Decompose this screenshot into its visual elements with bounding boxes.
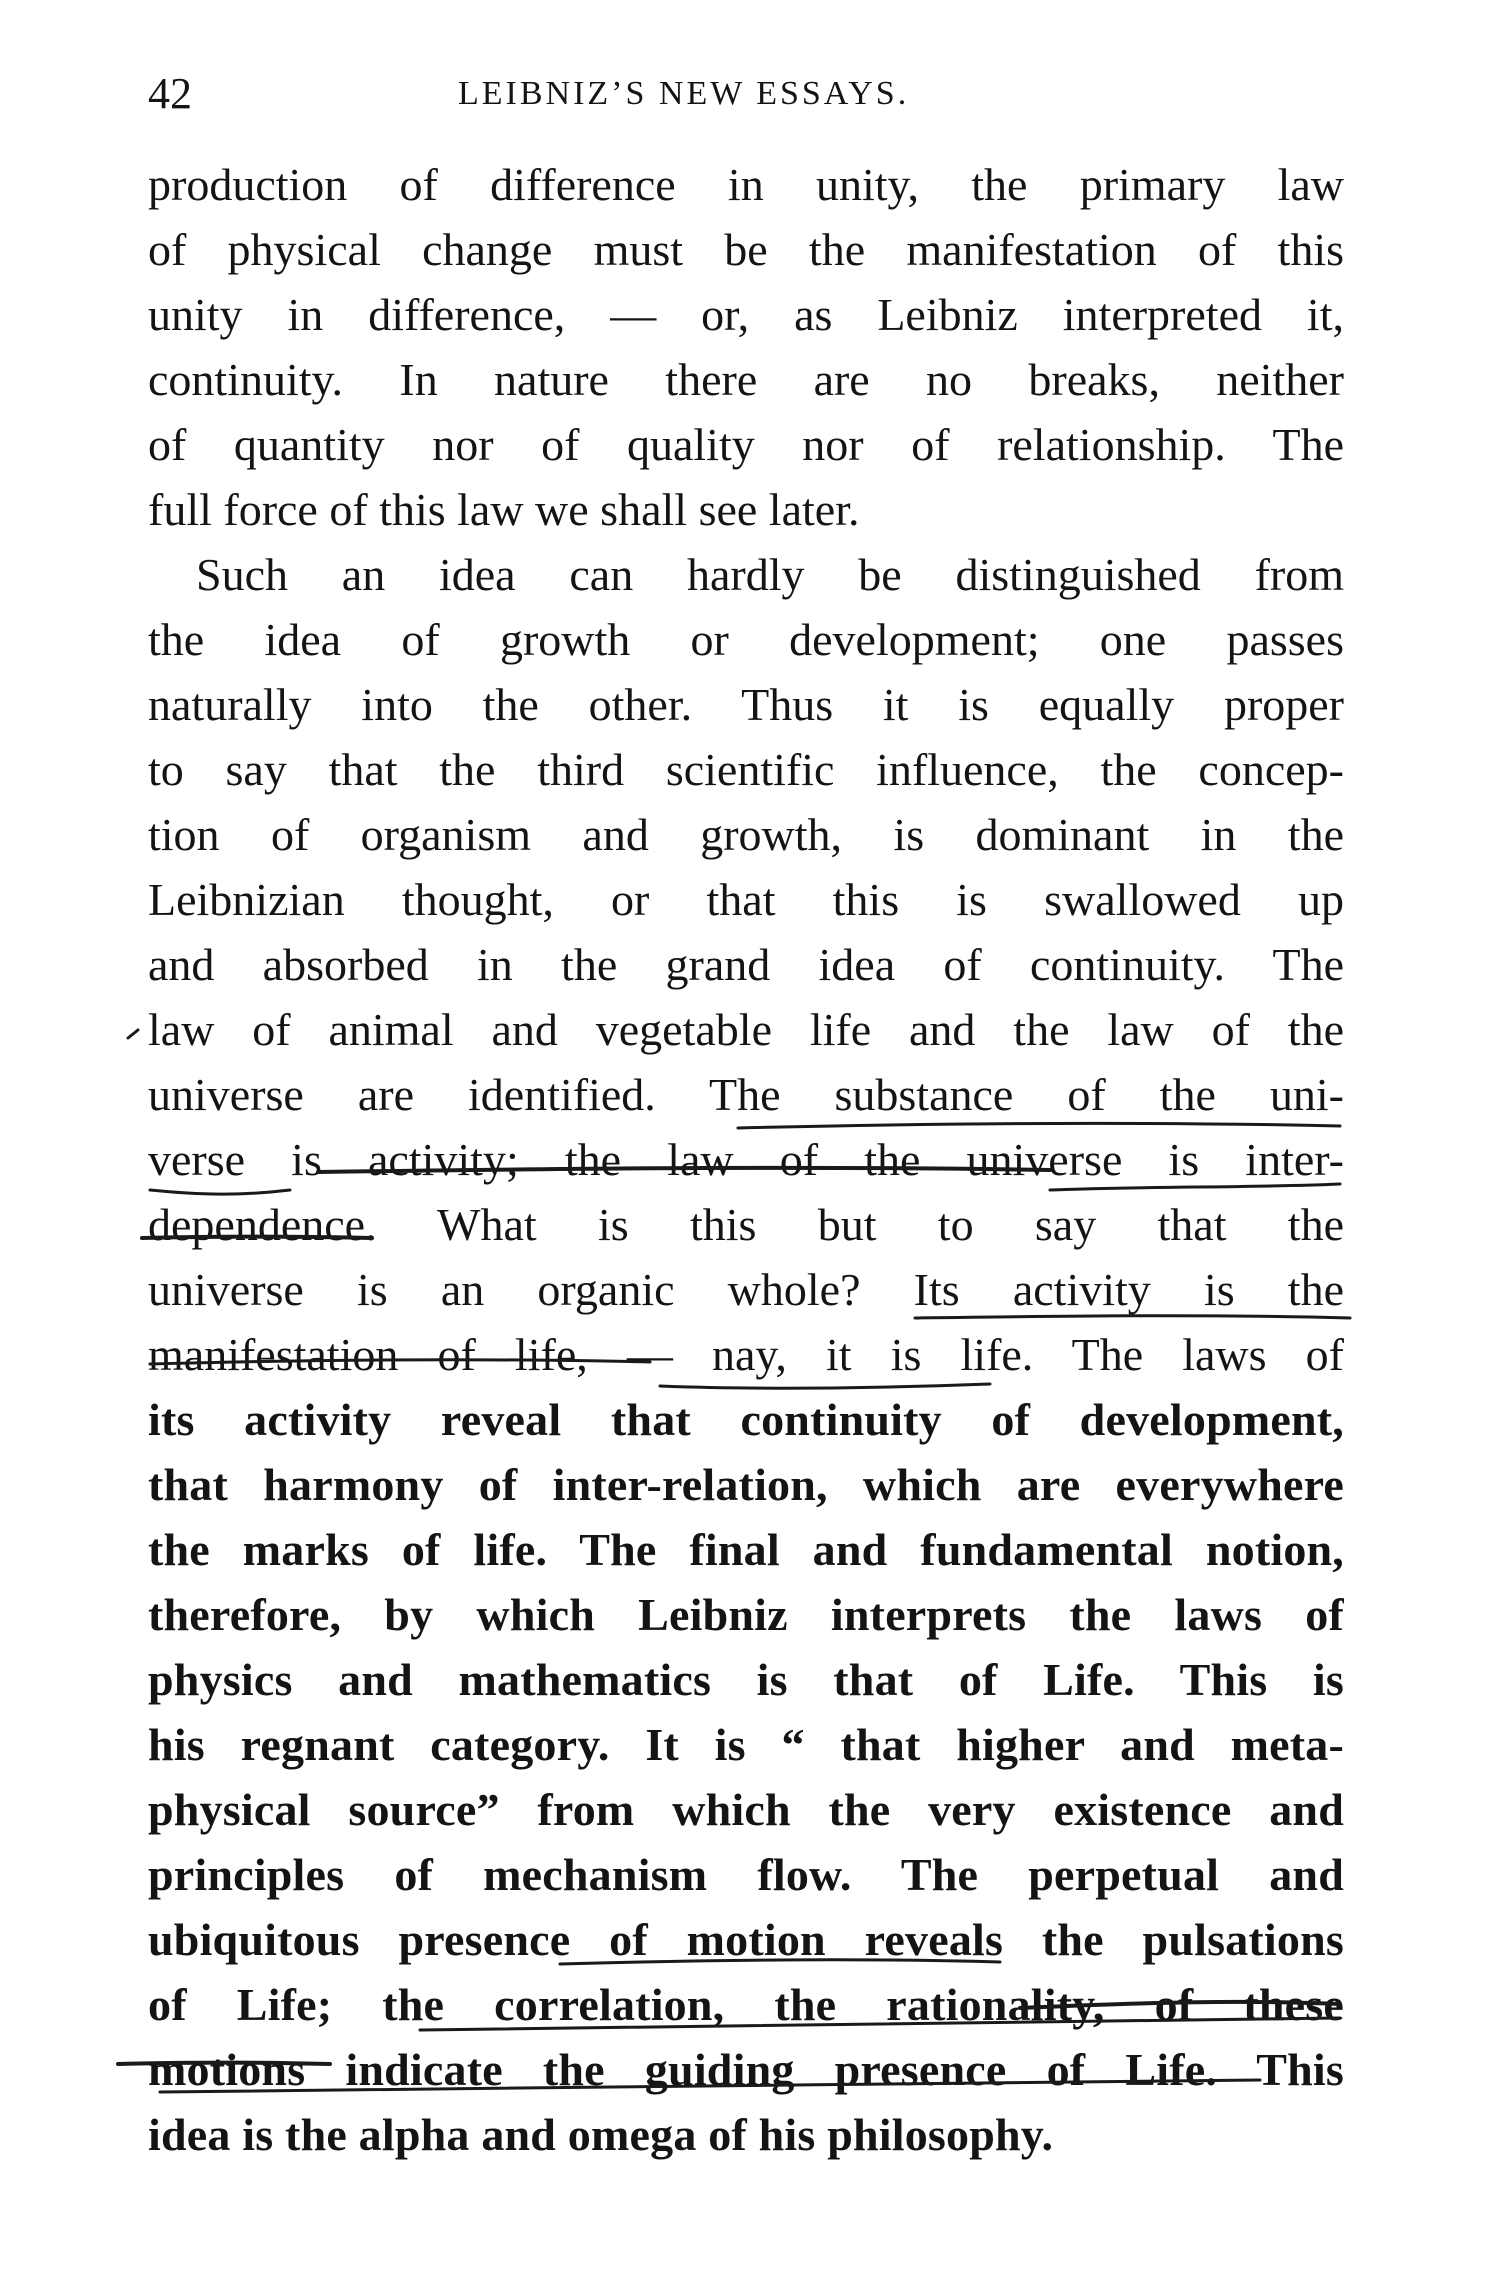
text-line: law of animal and vegetable life and the law of the xyxy=(148,1004,1344,1055)
pen-margin-tick xyxy=(128,1030,138,1038)
text-line: motions indicate the guiding presence of Life. This xyxy=(148,2044,1344,2095)
text-line: of Life; the correlation, the rationality, of these xyxy=(148,1979,1344,2030)
text-line: that harmony of inter-relation, which are everywhere xyxy=(148,1459,1344,1510)
text-line: Leibnizian thought, or that this is swallowed up xyxy=(148,874,1344,925)
text-line: unity in difference, — or, as Leibniz interpreted it, xyxy=(148,289,1344,340)
text-line: therefore, by which Leibniz interprets the laws of xyxy=(148,1589,1344,1640)
text-line: physics and mathematics is that of Life. This is xyxy=(148,1654,1344,1705)
text-line: universe is an organic whole? Its activity is the xyxy=(148,1264,1344,1315)
text-line: production of difference in unity, the primary law xyxy=(148,159,1344,210)
text-line: tion of organism and growth, is dominant in the xyxy=(148,809,1344,860)
text-line: manifestation of life, — nay, it is life. The laws of xyxy=(148,1329,1344,1380)
text-line: physical source” from which the very existence and xyxy=(148,1784,1344,1835)
text-line: of quantity nor of quality nor of relationship. The xyxy=(148,419,1344,470)
text-line: the marks of life. The final and fundamental notion, xyxy=(148,1524,1344,1575)
text-line: universe are identified. The substance of the uni- xyxy=(148,1069,1344,1120)
text-line: of physical change must be the manifestation of this xyxy=(148,224,1344,275)
text-line: idea is the alpha and omega of his philosophy. xyxy=(148,2109,1054,2160)
text-line: his regnant category. It is “ that higher and meta- xyxy=(148,1719,1344,1770)
text-line: to say that the third scientific influence, the concep- xyxy=(148,744,1344,795)
page-number: 42 xyxy=(148,69,192,118)
text-line: and absorbed in the grand idea of continuity. The xyxy=(148,939,1344,990)
text-line: Such an idea can hardly be distinguished from xyxy=(196,549,1344,600)
running-title: LEIBNIZ’S NEW ESSAYS. xyxy=(458,75,910,112)
text-line: naturally into the other. Thus it is equally proper xyxy=(148,679,1344,730)
text-line: dependence. What is this but to say that the xyxy=(148,1199,1344,1250)
page-header xyxy=(148,62,1348,126)
text-line: the idea of growth or development; one passes xyxy=(148,614,1344,665)
text-line: ubiquitous presence of motion reveals the pulsations xyxy=(148,1914,1344,1965)
body-text xyxy=(148,152,1344,2167)
text-line: continuity. In nature there are no breaks, neither xyxy=(148,354,1344,405)
text-line: its activity reveal that continuity of development, xyxy=(148,1394,1344,1445)
text-line: principles of mechanism flow. The perpetual and xyxy=(148,1849,1344,1900)
text-line: verse is activity; the law of the universe is inter- xyxy=(148,1134,1344,1185)
text-line: full force of this law we shall see later. xyxy=(148,484,860,535)
